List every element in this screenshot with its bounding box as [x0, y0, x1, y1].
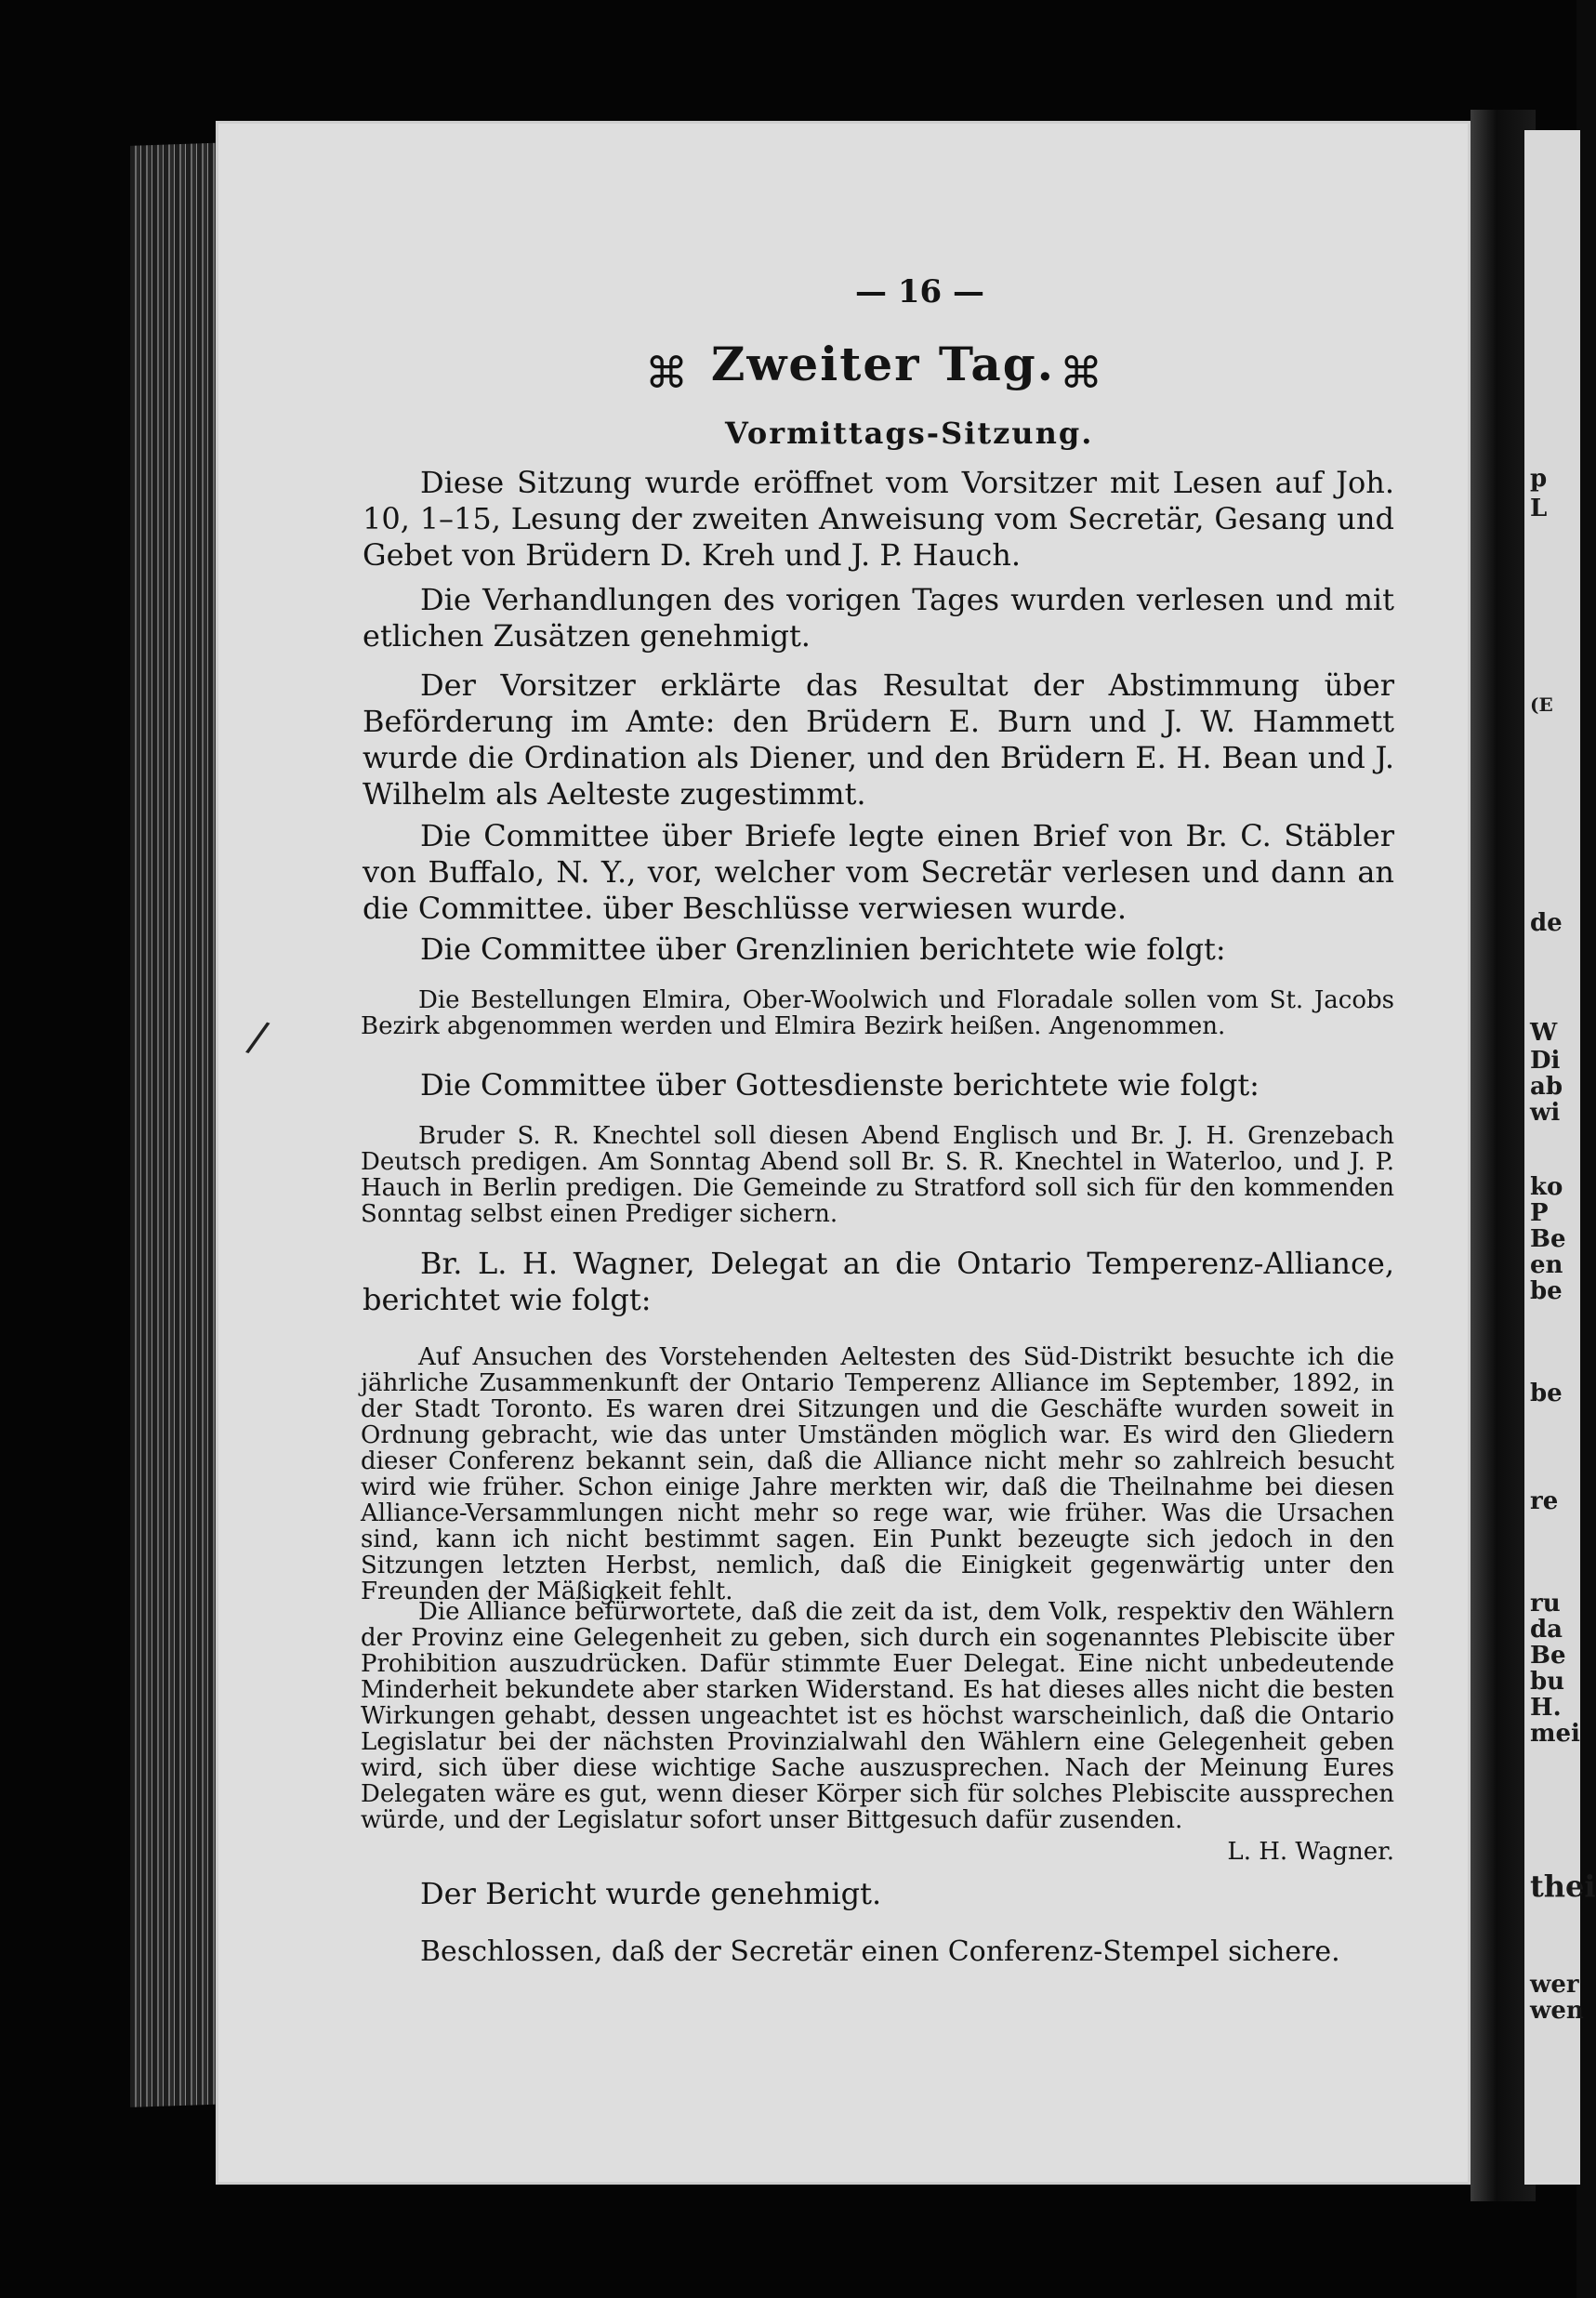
- signature: L. H. Wagner.: [1227, 1838, 1394, 1866]
- right-page-fragment: mei: [1530, 1720, 1580, 1748]
- right-page-fragment: be: [1530, 1277, 1563, 1305]
- right-page-fragment: L: [1530, 495, 1548, 522]
- adjacent-page-fragment: [1524, 130, 1596, 2185]
- paragraph-services-heading: Die Committee über Gottesdienste berichtete wie folgt:: [420, 1067, 1260, 1103]
- right-page-fragment: de: [1530, 909, 1563, 937]
- right-page-fragment: P: [1530, 1199, 1549, 1227]
- right-page-fragment: wen: [1530, 1997, 1584, 2025]
- right-page-fragment: wi: [1530, 1099, 1561, 1127]
- paragraph-resolution: Beschlossen, daß der Secretär einen Conferenz-Stempel sichere.: [420, 1935, 1340, 1968]
- paragraph-report-approved: Der Bericht wurde genehmigt.: [420, 1876, 882, 1911]
- right-page-fragment: (E: [1530, 693, 1553, 716]
- report-boundaries: Die Bestellungen Elmira, Ober-Woolwich und Floradale sollen vom St. Jacobs Bezirk abgenommen werden und Elmira Bezirk heißen. Angenommen.: [361, 986, 1394, 1040]
- right-page-fragment: ko: [1530, 1173, 1563, 1201]
- scroll-ornament-left-icon: ⌘: [645, 348, 688, 398]
- right-page-fragment: re: [1530, 1487, 1559, 1515]
- margin-pencil-mark: /: [244, 1010, 273, 1063]
- right-page-fragment: p: [1530, 465, 1548, 493]
- right-page-fragment: da: [1530, 1616, 1563, 1644]
- paragraph-ordination: Der Vorsitzer erklärte das Resultat der Abstimmung über Beförderung im Amte: den Brüdern E. Burn und J. W. Hammett wurde die Ordination als Diener, und den Brüdern E. H. Bean und J. Wilhelm als Aelteste zugestimmt.: [363, 667, 1394, 812]
- right-page-fragment: Be: [1530, 1225, 1566, 1253]
- session-heading: Vormittags-Sitzung.: [725, 416, 1094, 451]
- right-page-fragment: H.: [1530, 1694, 1562, 1722]
- right-page-fragment: ru: [1530, 1590, 1561, 1618]
- paragraph-letters: Die Committee über Briefe legte einen Brief von Br. C. Stäbler von Buffalo, N. Y., vor, welcher vom Secretär verlesen und dann an die Committee. über Beschlüsse verwiesen wurde.: [363, 818, 1394, 926]
- right-page-fragment: be: [1530, 1380, 1563, 1407]
- paragraph-delegate-heading: Br. L. H. Wagner, Delegat an die Ontario Temperenz-Alliance, berichtet wie folgt:: [363, 1246, 1394, 1317]
- right-page-fragment: Be: [1530, 1642, 1566, 1670]
- paragraph-boundaries-heading: Die Committee über Grenzlinien berichtete wie folgt:: [420, 931, 1226, 967]
- day-heading: Zweiter Tag.: [710, 337, 1056, 391]
- right-page-fragment: en: [1530, 1251, 1563, 1279]
- right-page-fragment: Di: [1530, 1047, 1561, 1075]
- right-page-fragment: W: [1530, 1019, 1558, 1047]
- report-temperance-part1: Auf Ansuchen des Vorstehenden Aeltesten des Süd-Distrikt besuchte ich die jährliche Zusammenkunft der Ontario Temperenz Alliance im September, 1892, in der Stadt Toronto. Es waren drei Sitzungen und die Geschäfte wurden soweit in Ordnung gebracht, wie das unter Umständen möglich war. Es wird den Gliedern dieser Conferenz bekannt sein, daß die Alliance nicht mehr so zahlreich besucht wird wie früher. Schon einige Jahre merkten wir, daß die Theilnahme bei diesen Alliance-Versammlungen nicht mehr so rege war, wie früher. Was die Ursachen sind, kann ich nicht bestimmt sagen. Ein Punkt bezeugte sich jedoch in den Sitzungen letzten Herbst, nemlich, daß die Einigkeit gegenwärtig unter den Freunden der Mäßigkeit fehlt.: [361, 1343, 1394, 1605]
- page-number: — 16 —: [855, 273, 984, 310]
- paragraph-minutes: Die Verhandlungen des vorigen Tages wurden verlesen und mit etlichen Zusätzen genehmigt.: [363, 582, 1394, 654]
- scroll-ornament-right-icon: ⌘: [1060, 348, 1102, 398]
- paragraph-opening: Diese Sitzung wurde eröffnet vom Vorsitzer mit Lesen auf Joh. 10, 1–15, Lesung der zweiten Anweisung vom Secretär, Gesang und Gebet von Brüdern D. Kreh und J. P. Hauch.: [363, 465, 1394, 573]
- right-page-fragment: bu: [1530, 1668, 1565, 1696]
- right-page-fragment: thei: [1530, 1869, 1596, 1904]
- report-services: Bruder S. R. Knechtel soll diesen Abend Englisch und Br. J. H. Grenzebach Deutsch predigen. Am Sonntag Abend soll Br. S. R. Knechtel in Waterloo, und J. P. Hauch in Berlin predigen. Die Gemeinde zu Stratford soll sich für den kommenden Sonntag selbst einen Prediger sichern.: [361, 1122, 1394, 1228]
- right-page-fragment: ab: [1530, 1073, 1563, 1101]
- report-temperance-part2: Die Alliance befürwortete, daß die zeit da ist, dem Volk, respektiv den Wählern der Provinz eine Gelegenheit zu geben, sich durch ein sogenanntes Plebiscite über Prohibition auszudrücken. Dafür stimmte Euer Delegat. Eine nicht unbedeutende Minderheit bekundete aber starken Widerstand. Es hat dieses alles nicht die besten Wirkungen gehabt, dessen ungeachtet ist es höchst warscheinlich, daß die Ontario Legislatur bei der nächsten Provinzialwahl den Wählern eine Gelegenheit geben wird, sich über diese wichtige Sache auszusprechen. Nach der Meinung Eures Delegaten wäre es gut, wenn dieser Körper sich für solches Plebiscite aussprechen würde, und der Legislatur sofort unser Bittgesuch dafür zusenden.: [361, 1598, 1394, 1834]
- right-page-fragment: wer: [1530, 1971, 1579, 1999]
